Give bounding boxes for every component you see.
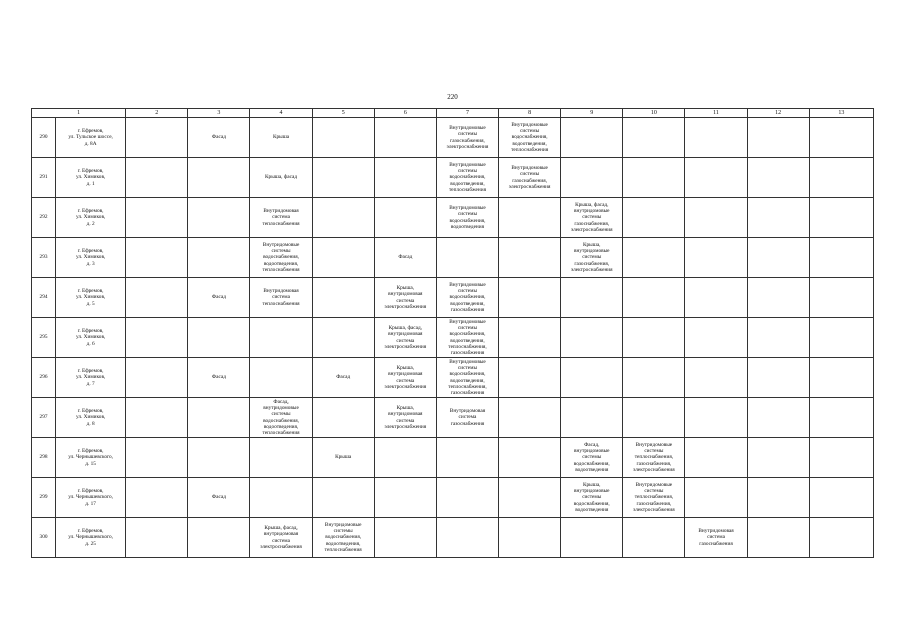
table-cell: Крыша xyxy=(250,118,312,158)
table-cell xyxy=(809,118,873,158)
table-cell xyxy=(499,438,561,478)
table-cell xyxy=(436,518,498,558)
table-cell xyxy=(747,198,809,238)
table-cell xyxy=(499,318,561,358)
table-cell xyxy=(747,398,809,438)
address-cell: г. Ефремов, ул. Тульское шоссе, д. 8А xyxy=(56,118,126,158)
table-cell xyxy=(685,118,747,158)
table-cell xyxy=(250,478,312,518)
table-cell xyxy=(126,278,188,318)
table-cell: Крыша, внутридомовые системы водоснабжения, водоотведения xyxy=(561,478,623,518)
column-header: 4 xyxy=(250,109,312,118)
address-cell: г. Ефремов, ул. Химиков, д. 2 xyxy=(56,198,126,238)
table-cell: Крыша, внутридомовые системы газоснабжения, электроснабжения xyxy=(561,238,623,278)
table-cell xyxy=(747,358,809,398)
table-cell xyxy=(747,478,809,518)
table-cell xyxy=(685,358,747,398)
table-cell xyxy=(499,518,561,558)
address-cell: г. Ефремов, ул. Химиков, д. 6 xyxy=(56,318,126,358)
table-cell xyxy=(809,438,873,478)
row-number-cell: 300 xyxy=(32,518,56,558)
table-cell xyxy=(436,478,498,518)
table-cell xyxy=(374,198,436,238)
table-cell xyxy=(809,318,873,358)
row-number-cell: 297 xyxy=(32,398,56,438)
table-row xyxy=(32,238,874,278)
table-cell xyxy=(126,118,188,158)
table-cell xyxy=(747,118,809,158)
column-header: 3 xyxy=(188,109,250,118)
column-header: 7 xyxy=(436,109,498,118)
column-header: 9 xyxy=(561,109,623,118)
table-cell xyxy=(374,438,436,478)
table-cell: Внутридомовые системы теплоснабжения, газоснабжения, электроснабжения xyxy=(623,438,685,478)
table-cell xyxy=(623,318,685,358)
table-row xyxy=(32,438,874,478)
table-cell: Фасад xyxy=(188,358,250,398)
row-number-cell: 291 xyxy=(32,158,56,198)
table-cell xyxy=(126,358,188,398)
table-cell xyxy=(685,238,747,278)
table-cell xyxy=(499,398,561,438)
table-cell: Внутридомовые системы водоснабжения, водоотведения, теплоснабжения xyxy=(312,518,374,558)
table-cell: Фасад xyxy=(188,118,250,158)
table-body xyxy=(32,109,874,558)
table-cell xyxy=(809,398,873,438)
table-cell xyxy=(188,518,250,558)
table-cell xyxy=(126,158,188,198)
table-cell xyxy=(685,318,747,358)
column-header: 8 xyxy=(499,109,561,118)
address-cell: г. Ефремов, ул. Чернышевского, д. 25 xyxy=(56,518,126,558)
table-cell xyxy=(250,318,312,358)
table-cell xyxy=(809,358,873,398)
table-cell xyxy=(623,198,685,238)
row-number-cell: 293 xyxy=(32,238,56,278)
table-cell xyxy=(685,398,747,438)
table-cell xyxy=(623,238,685,278)
table-cell: Внутридомовые системы водоснабжения, водоотведения, газоснабжения xyxy=(436,278,498,318)
table-cell: Внутридомовая система газоснабжения xyxy=(436,398,498,438)
table-cell xyxy=(561,518,623,558)
table-cell: Крыша, фасад, внутридомовые системы газоснабжения, электроснабжения xyxy=(561,198,623,238)
table-cell xyxy=(623,158,685,198)
table-cell xyxy=(685,278,747,318)
table-cell xyxy=(747,438,809,478)
table-cell xyxy=(747,518,809,558)
table-cell xyxy=(685,478,747,518)
table-cell xyxy=(561,158,623,198)
table-cell xyxy=(623,358,685,398)
table-cell: Внутридомовые системы водоснабжения, водоотведения, теплоснабжения xyxy=(499,118,561,158)
table-cell: Внутридомовая система теплоснабжения xyxy=(250,278,312,318)
row-number-cell: 294 xyxy=(32,278,56,318)
address-cell: г. Ефремов, ул. Химиков, д. 5 xyxy=(56,278,126,318)
table-row xyxy=(32,278,874,318)
repair-schedule-table xyxy=(31,108,874,558)
table-cell: Фасад, внутридомовые системы водоснабжения, водоотведения xyxy=(561,438,623,478)
table-cell: Внутридомовые системы водоснабжения, водоотведения, теплоснабжения, газоснабжения xyxy=(436,318,498,358)
table-cell xyxy=(374,158,436,198)
table-cell xyxy=(436,238,498,278)
row-number-cell: 299 xyxy=(32,478,56,518)
table-cell: Крыша, фасад, внутридомовая система электроснабжения xyxy=(374,318,436,358)
table-cell xyxy=(312,318,374,358)
table-cell: Крыша, внутридомовая система электроснабжения xyxy=(374,358,436,398)
table-cell: Внутридомовые системы газоснабжения, электроснабжения xyxy=(436,118,498,158)
table-cell xyxy=(126,438,188,478)
table-cell: Внутридомовые системы водоснабжения, водоотведения, теплоснабжения, газоснабжения xyxy=(436,358,498,398)
column-header: 5 xyxy=(312,109,374,118)
table-cell xyxy=(312,198,374,238)
table-cell xyxy=(126,478,188,518)
table-cell: Внутридомовая система теплоснабжения xyxy=(250,198,312,238)
table-cell: Внутридомовые системы водоснабжения, водоотведения, теплоснабжения xyxy=(250,238,312,278)
table-cell xyxy=(188,398,250,438)
table-cell xyxy=(499,478,561,518)
page-number: 220 xyxy=(447,93,458,101)
table-cell: Внутридомовые системы водоснабжения, водоотведения, теплоснабжения xyxy=(436,158,498,198)
table-cell xyxy=(747,278,809,318)
row-number-cell: 298 xyxy=(32,438,56,478)
table-cell: Внутридомовые системы теплоснабжения, газоснабжения, электроснабжения xyxy=(623,478,685,518)
table-cell xyxy=(374,518,436,558)
table-cell xyxy=(188,158,250,198)
table-cell xyxy=(685,438,747,478)
table-cell xyxy=(312,158,374,198)
table-cell: Фасад, внутридомовые системы водоснабжения, водоотведения, теплоснабжения xyxy=(250,398,312,438)
column-header: 1 xyxy=(32,109,126,118)
table-row xyxy=(32,398,874,438)
table-cell: Крыша, внутридомовая система электроснабжения xyxy=(374,278,436,318)
table-cell xyxy=(623,398,685,438)
table-cell xyxy=(126,198,188,238)
table-cell xyxy=(126,238,188,278)
table-cell xyxy=(809,518,873,558)
table-cell xyxy=(747,158,809,198)
table-cell xyxy=(374,478,436,518)
table-cell xyxy=(561,318,623,358)
table-cell xyxy=(312,278,374,318)
column-header: 2 xyxy=(126,109,188,118)
table-cell xyxy=(561,358,623,398)
table-cell xyxy=(312,478,374,518)
table-cell xyxy=(126,518,188,558)
table-cell: Фасад xyxy=(312,358,374,398)
table-cell xyxy=(561,278,623,318)
table-cell xyxy=(561,118,623,158)
table-cell: Фасад xyxy=(188,478,250,518)
table-row xyxy=(32,518,874,558)
row-number-cell: 292 xyxy=(32,198,56,238)
table-cell xyxy=(188,238,250,278)
table-cell: Внутридомовые системы газоснабжения, электроснабжения xyxy=(499,158,561,198)
table-cell xyxy=(126,318,188,358)
table-cell xyxy=(374,118,436,158)
table-cell xyxy=(250,358,312,398)
table-cell xyxy=(499,238,561,278)
table-cell: Крыша, внутридомовая система электроснабжения xyxy=(374,398,436,438)
table-cell: Фасад xyxy=(188,278,250,318)
column-header: 12 xyxy=(747,109,809,118)
table-row xyxy=(32,118,874,158)
table-cell xyxy=(561,398,623,438)
column-header: 13 xyxy=(809,109,873,118)
table-cell xyxy=(312,118,374,158)
table-row xyxy=(32,198,874,238)
table-cell xyxy=(312,398,374,438)
table-cell xyxy=(250,438,312,478)
table-cell xyxy=(685,158,747,198)
table-cell xyxy=(499,278,561,318)
table-cell xyxy=(188,318,250,358)
table-cell xyxy=(809,158,873,198)
table-row xyxy=(32,318,874,358)
table-cell xyxy=(747,318,809,358)
table-cell xyxy=(188,198,250,238)
table-cell xyxy=(809,238,873,278)
table-cell xyxy=(685,198,747,238)
table-cell xyxy=(188,438,250,478)
address-cell: г. Ефремов, ул. Химиков, д. 8 xyxy=(56,398,126,438)
table-row xyxy=(32,158,874,198)
table-cell xyxy=(623,518,685,558)
row-number-cell: 296 xyxy=(32,358,56,398)
table-cell xyxy=(436,438,498,478)
table-cell xyxy=(623,118,685,158)
table-cell xyxy=(747,238,809,278)
table-cell: Крыша xyxy=(312,438,374,478)
table-cell xyxy=(809,278,873,318)
address-cell: г. Ефремов, ул. Химиков, д. 3 xyxy=(56,238,126,278)
table-cell xyxy=(312,238,374,278)
address-cell: г. Ефремов, ул. Чернышевского, д. 15 xyxy=(56,438,126,478)
column-header: 6 xyxy=(374,109,436,118)
table-cell xyxy=(809,198,873,238)
row-number-cell: 295 xyxy=(32,318,56,358)
address-cell: г. Ефремов, ул. Чернышевского, д. 17 xyxy=(56,478,126,518)
table-cell xyxy=(623,278,685,318)
table-cell xyxy=(499,358,561,398)
table-row xyxy=(32,358,874,398)
column-header: 10 xyxy=(623,109,685,118)
address-cell: г. Ефремов, ул. Химиков, д. 1 xyxy=(56,158,126,198)
table-cell: Крыша, фасад, внутридомовая система электроснабжения xyxy=(250,518,312,558)
column-header: 11 xyxy=(685,109,747,118)
header-row xyxy=(32,109,874,118)
row-number-cell: 290 xyxy=(32,118,56,158)
table-cell: Крыша, фасад xyxy=(250,158,312,198)
table-cell xyxy=(809,478,873,518)
table-row xyxy=(32,478,874,518)
table-cell: Фасад xyxy=(374,238,436,278)
table-cell xyxy=(126,398,188,438)
table-cell xyxy=(499,198,561,238)
table-cell: Внутридомовая система газоснабжения xyxy=(685,518,747,558)
table-cell: Внутридомовые системы водоснабжения, водоотведения xyxy=(436,198,498,238)
address-cell: г. Ефремов, ул. Химиков, д. 7 xyxy=(56,358,126,398)
